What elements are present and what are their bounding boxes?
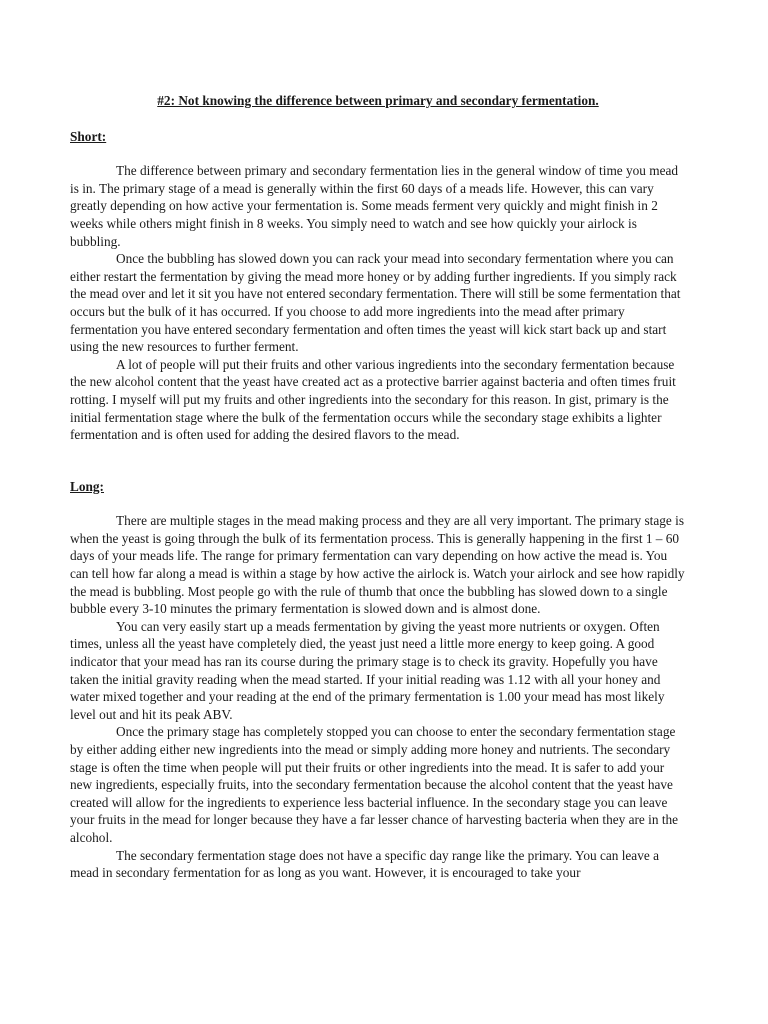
short-heading: Short: bbox=[70, 128, 107, 144]
long-heading: Long: bbox=[70, 478, 104, 494]
short-paragraph-1: The difference between primary and secondary fermentation lies in the general window of time you mead is in. The primary stage of a mead is generally within the first 60 days of a meads life. However, this can vary greatly depending on how active your fermentation is. Some meads ferment very quickly and might finish in 2 weeks while others might finish in 8 weeks. You simply need to watch and see how quickly your airlock is bubbling. bbox=[70, 163, 679, 249]
document-title: #2: Not knowing the difference between primary and secondary fermentation. bbox=[157, 93, 599, 108]
short-paragraph-2: Once the bubbling has slowed down you can rack your mead into secondary fermentation where you can either restart the fermentation by giving the mead more honey or by adding further ingredients. If you simply rack the mead over and let it sit you have not entered secondary fermentation. There will still be some fermentation that occurs but the bulk of it has occurred. If you choose to add more ingredients into the mead after primary fermentation you have entered secondary fermentation and often times the yeast will kick start back up and start using the new resources to further ferment. bbox=[70, 251, 681, 355]
long-paragraph-3: Once the primary stage has completely stopped you can choose to enter the secondary fermentation stage by either adding either new ingredients into the mead or simply adding more honey and nutrients. The secondary stage is often the time when people will put their fruits or other ingredients into the mead. It is safer to add your new ingredients, especially fruits, into the secondary fermentation because the alcohol content that the yeast have created will allow for the ingredients to experience less bacterial influence. In the secondary stage you can leave your fruits in the mead for longer because they have a far lesser chance of harvesting bacteria when they are in the alcohol. bbox=[70, 724, 679, 845]
short-paragraph-3: A lot of people will put their fruits and other various ingredients into the secondary fermentation because the new alcohol content that the yeast have created act as a protective barrier against bacteria and often times fruit rotting. I myself will put my fruits and other ingredients into the secondary for this reason. In gist, primary is the initial fermentation stage where the bulk of the fermentation occurs while the secondary stage exhibits a lighter fermentation and is often used for adding the desired flavors to the mead. bbox=[70, 356, 676, 443]
long-paragraph-2: You can very easily start up a meads fermentation by giving the yeast more nutrients or oxygen. Often times, unless all the yeast have completely died, the yeast just need a little more energy to keep going. A good indicator that your mead has ran its course during the primary stage is to check its gravity. Hopefully you have taken the initial gravity reading when the mead started. If your initial reading was 1.12 with all your honey and water mixed together and your reading at the end of the primary fermentation is 1.00 your mead has most likely level out and hit its peak ABV. bbox=[70, 618, 665, 722]
long-paragraph-1: There are multiple stages in the mead making process and they are all very important. The primary stage is when the yeast is going through the bulk of its fermentation process. This is generally happening in the first 1 – 60 days of your meads life. The range for primary fermentation can vary depending on how active the mead is. You can tell how far along a mead is within a stage by how active the airlock is. Watch your airlock and see how rapidly the mead is bubbling. Most people go with the rule of thumb that once the bubbling has slowed down to a single bubble every 3-10 minutes the primary fermentation is slowed down and is almost done. bbox=[70, 513, 685, 617]
long-paragraph-4: The secondary fermentation stage does not have a specific day range like the primary. You can leave a mead in secondary fermentation for as long as you want. However, it is encouraged to take your bbox=[70, 847, 659, 881]
document-page bbox=[70, 92, 686, 882]
